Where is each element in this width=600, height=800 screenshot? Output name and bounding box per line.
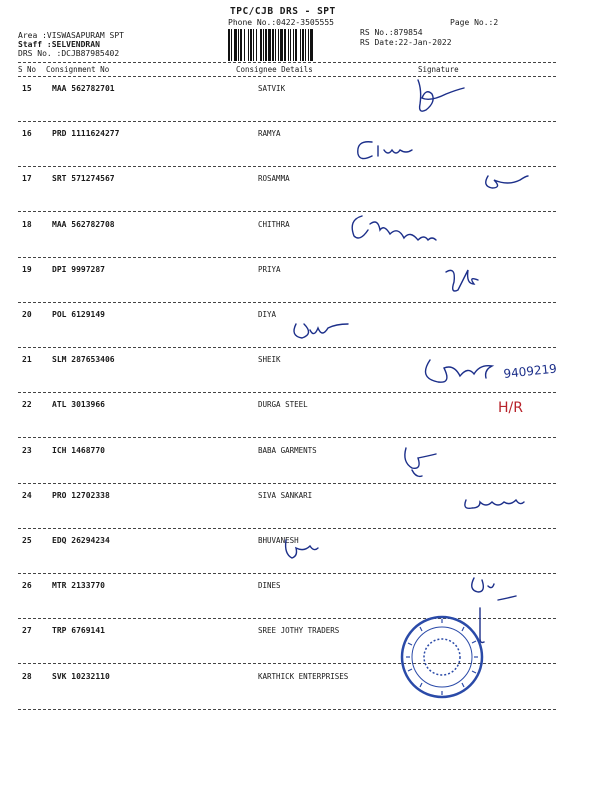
col-consignee: Consignee Details bbox=[236, 65, 313, 74]
row-sno: 23 bbox=[22, 445, 32, 455]
row-consignment-no: MAA 562782701 bbox=[52, 84, 115, 93]
row-sno: 22 bbox=[22, 400, 32, 410]
signature-18 bbox=[352, 216, 436, 240]
col-signature: Signature bbox=[418, 65, 459, 74]
row-sno: 15 bbox=[22, 84, 32, 93]
row-consignee: PRIYA bbox=[258, 264, 281, 274]
row-consignment-no: POL 6129149 bbox=[52, 310, 105, 319]
row-consignment-no: EDQ 26294234 bbox=[52, 536, 110, 545]
row-sno: 21 bbox=[22, 355, 32, 365]
row-consignment-no: MAA 562782708 bbox=[52, 219, 115, 229]
row-consignment-no: DPI 9997287 bbox=[52, 264, 105, 274]
row-consignee: SREE JOTHY TRADERS bbox=[258, 626, 340, 636]
row-consignee: RAMYA bbox=[258, 129, 281, 139]
row-sno: 27 bbox=[22, 626, 32, 636]
row-sno: 28 bbox=[22, 671, 32, 681]
row-consignment-no: TRP 6769141 bbox=[52, 626, 105, 636]
signature-17 bbox=[486, 176, 528, 188]
row-sno: 18 bbox=[22, 219, 32, 229]
drs-number: DRS No. :DCJB87985402 bbox=[18, 49, 120, 58]
row-consignee: DIYA bbox=[258, 310, 277, 319]
row-consignee: KARTHICK ENTERPRISES bbox=[258, 671, 349, 681]
signature-25 bbox=[286, 540, 318, 558]
row-sno: 20 bbox=[22, 310, 32, 319]
handwritten-hr-note: H/R bbox=[498, 400, 523, 416]
row-consignment-no: SRT 571274567 bbox=[52, 174, 115, 184]
signature-23 bbox=[405, 448, 436, 476]
row-consignment-no: ICH 1468770 bbox=[52, 445, 105, 455]
signature-16 bbox=[358, 142, 412, 159]
row-consignee: BHUVANESH bbox=[258, 536, 299, 545]
row-consignee: DINES bbox=[258, 581, 281, 591]
row-consignee: SHEIK bbox=[258, 355, 281, 365]
page-number: Page No.:2 bbox=[450, 18, 499, 27]
staff-label: Staff :SELVENDRAN bbox=[18, 40, 100, 49]
row-sno: 25 bbox=[22, 536, 32, 545]
row-consignment-no: MTR 2133770 bbox=[52, 581, 105, 591]
phone-number: Phone No.:0422-3505555 bbox=[228, 18, 334, 27]
page-title: TPC/CJB DRS - SPT bbox=[230, 6, 336, 17]
area-label: Area :VISWASAPURAM SPT bbox=[18, 31, 124, 40]
row-consignee: SATVIK bbox=[258, 84, 286, 93]
signature-20 bbox=[294, 324, 348, 338]
row-sno: 17 bbox=[22, 174, 32, 184]
row-consignment-no: PRO 12702338 bbox=[52, 490, 110, 500]
row-consignee: SIVA SANKARI bbox=[258, 490, 313, 500]
row-consignee: DURGA STEEL bbox=[258, 400, 308, 410]
col-consignment: Consignment No bbox=[46, 65, 110, 74]
row-consignment-no: SLM 287653406 bbox=[52, 355, 115, 365]
signature-21 bbox=[426, 360, 493, 382]
row-consignee: ROSAMMA bbox=[258, 174, 290, 184]
row-sno: 24 bbox=[22, 490, 32, 500]
signature-15 bbox=[418, 80, 464, 111]
handwritten-phone-note: 9409219 bbox=[502, 361, 558, 381]
company-stamp bbox=[398, 613, 486, 701]
rs-number: RS No.:879854 bbox=[360, 28, 423, 37]
signature-19 bbox=[446, 270, 478, 291]
row-sno: 19 bbox=[22, 264, 32, 274]
col-sno: S No bbox=[18, 65, 37, 74]
row-sno: 16 bbox=[22, 129, 32, 139]
row-consignment-no: SVK 10232110 bbox=[52, 671, 110, 681]
signature-24 bbox=[465, 500, 524, 508]
signature-26 bbox=[472, 578, 516, 600]
rs-date: RS Date:22-Jan-2022 bbox=[360, 38, 452, 47]
row-consignment-no: PRD 1111624277 bbox=[52, 129, 120, 139]
row-consignee: BABA GARMENTS bbox=[258, 445, 317, 455]
row-consignee: CHITHRA bbox=[258, 219, 290, 229]
row-sno: 26 bbox=[22, 581, 32, 591]
row-consignment-no: ATL 3013966 bbox=[52, 400, 105, 410]
